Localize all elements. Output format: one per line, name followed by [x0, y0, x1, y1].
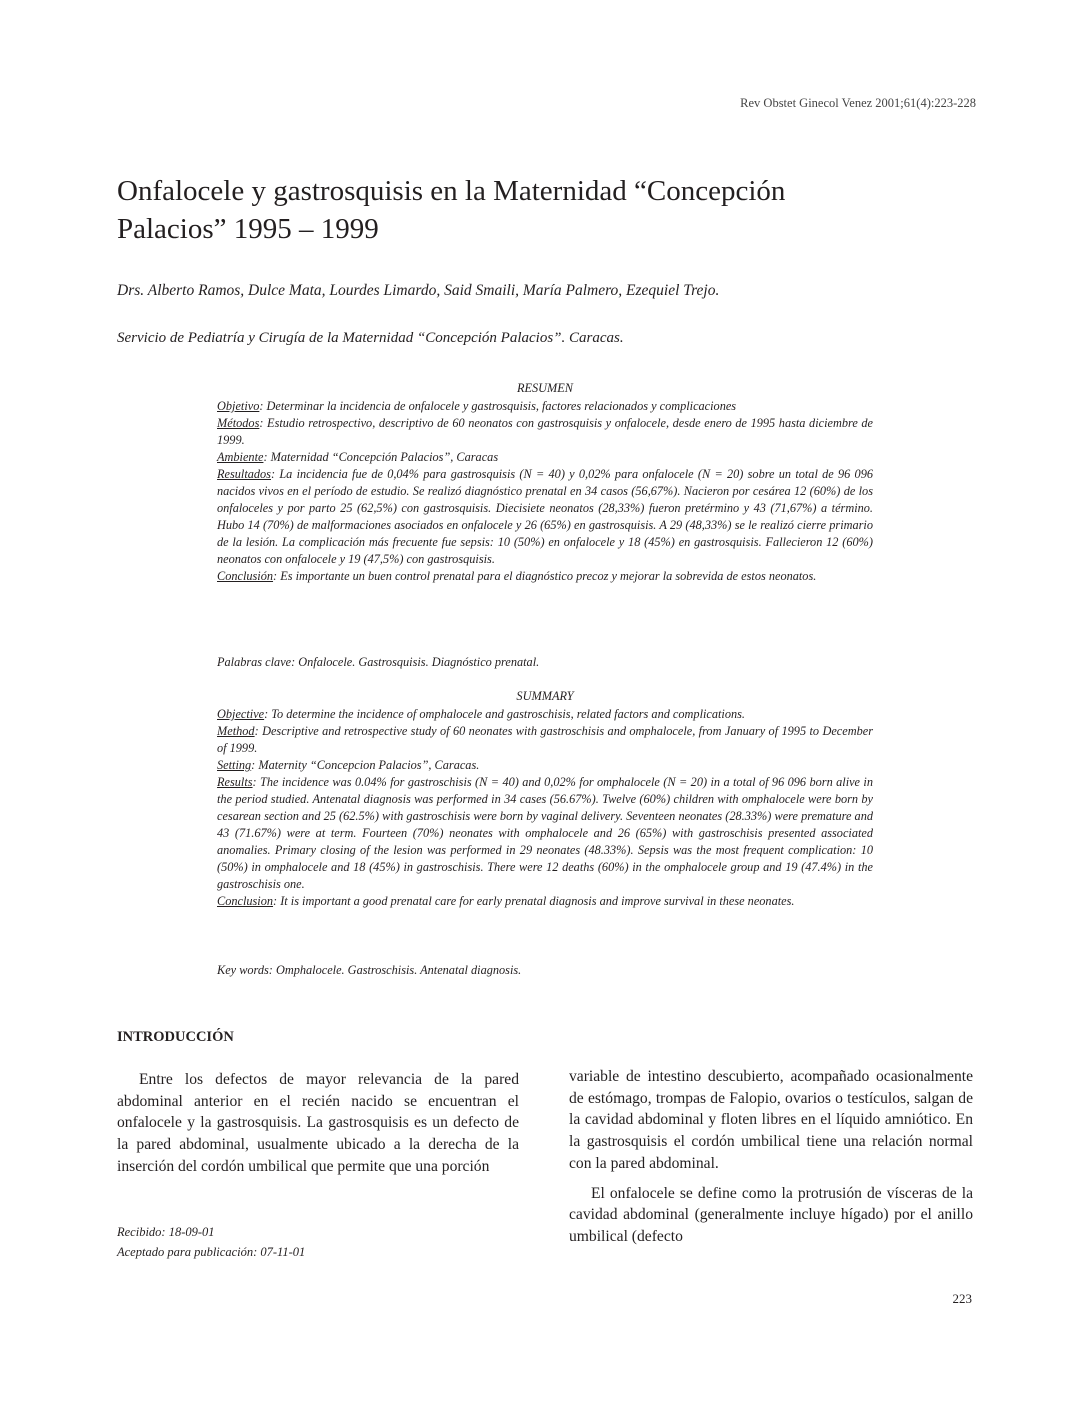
summary-results: [217, 774, 873, 893]
method-text: : Descriptive and retrospective study of 60 neonates with gastroschisis and omphalocele, from January of 1995 to December of 1999.: [217, 724, 873, 755]
body-column-right: [569, 1066, 973, 1248]
section-heading-introduccion: INTRODUCCIÓN: [117, 1029, 234, 1045]
conclusion-label-en: Conclusion: [217, 894, 274, 908]
summary-heading: SUMMARY: [516, 689, 574, 703]
resultados-label: Resultados: [217, 467, 271, 481]
resumen-objetivo: [217, 398, 873, 415]
conclusion-text-en: : It is important a good prenatal care for early prenatal diagnosis and improve survival in these neonates.: [273, 894, 795, 908]
summary-objective: [217, 706, 873, 723]
resumen-resultados: [217, 466, 873, 568]
resultados-text: : La incidencia fue de 0,04% para gastrosquisis (N = 40) y 0,02% para onfalocele (N = 20) sobre un total de 96 096 nacidos vivos en el período de estudio. Se realizó diagnóstico prenatal en 34 casos (56,67%). Nacieron por cesárea 12 (60%) de los onfaloceles y por parto 25 (62,5%) con gastrosquisis. Diecisiete neonatos (28,33%) fueron pretérmino y 43 (71,67%) a término. Hubo 14 (70%) de malformaciones asociados en onfalocele y 26 (65%) en gastrosquisis. A 29 (48,33%) se le realizó cierre primario de la lesión. La complicación más frecuente fue sepsis: 10 (50%) en onfalocele y 18 (45%) en gastrosquisis. Fallecieron 12 (60%) neonatos con onfalocele y 19 (47,5%) con gastrosquisis.: [217, 467, 873, 566]
method-label: Method: [217, 724, 255, 738]
author-list: Drs. Alberto Ramos, Dulce Mata, Lourdes Limardo, Said Smaili, María Palmero, Ezequiel Trejo.: [117, 282, 720, 299]
conclusion-text: : Es importante un buen control prenatal para el diagnóstico precoz y mejorar la sobrevida de estos neonatos.: [273, 569, 817, 583]
summary-block: [217, 688, 873, 910]
resumen-ambiente: [217, 449, 873, 466]
metodos-text: : Estudio retrospectivo, descriptivo de 60 neonatos con gastrosquisis y onfalocele, desde enero de 1995 hasta diciembre de 1999.: [217, 416, 873, 447]
resumen-heading: RESUMEN: [516, 381, 573, 395]
objective-text: : To determine the incidence of omphalocele and gastroschisis, related factors and complications.: [264, 707, 745, 721]
body-column-left: [117, 1069, 519, 1178]
affiliation: Servicio de Pediatría y Cirugía de la Maternidad “Concepción Palacios”. Caracas.: [117, 330, 624, 346]
page-number: 223: [952, 1291, 972, 1306]
paragraph: variable de intestino descubierto, acompañado ocasionalmente de estómago, trompas de Falopio, ovarios o testículos, salgan de la cavidad abdominal y floten libres en el líquido amniótico. En la gastrosquisis el cordón umbilical tiene una relación normal con la pared abdominal.: [569, 1068, 973, 1172]
received-date: Recibido: 18-09-01: [117, 1225, 215, 1239]
journal-citation: Rev Obstet Ginecol Venez 2001;61(4):223-228: [740, 96, 976, 110]
paragraph: Entre los defectos de mayor relevancia de la pared abdominal anterior en el recién nacido se encuentran el onfalocele y la gastrosquisis. La gastrosquisis es un defecto de la pared abdominal, usualmente ubicado a la derecha de la inserción del cordón umbilical que permite que una porción: [117, 1071, 519, 1175]
resumen-block: [217, 380, 873, 585]
resumen-conclusion: [217, 568, 873, 585]
key-words: Key words: Omphalocele. Gastroschisis. Antenatal diagnosis.: [217, 963, 522, 977]
paragraph: El onfalocele se define como la protrusión de vísceras de la cavidad abdominal (generalmente incluye hígado) por el anillo umbilical (defecto: [569, 1184, 973, 1245]
summary-method: [217, 723, 873, 757]
resumen-metodos: [217, 415, 873, 449]
setting-label: Setting: [217, 758, 252, 772]
results-text: : The incidence was 0.04% for gastroschisis (N = 40) and 0,02% for omphalocele (N = 20) in a total of 96 096 born alive in the period studied. Antenatal diagnosis was performed in 34 cases (56.67%). Twelve (60%) children with omphalocele were born by cesarean section and 25 (62.5%) with gastroschisis were born by vaginal delivery. Seventeen neonates (28.33%) were premature and 43 (71.67%) were at term. Fourteen (70%) neonates with omphalocele and 26 (65%) with gastroschisis presented associated anomalies. Primary closing of the lesion was performed in 29 neonates (48.33%). Sepsis was the most frequent complication: 10 (50%) in omphalocele and 18 (45%) in gastroschisis. There were 12 deaths (60%) in the omphalocele group and 19 (47.4%) in the gastroschisis one.: [217, 775, 873, 891]
palabras-clave: Palabras clave: Onfalocele. Gastrosquisis. Diagnóstico prenatal.: [217, 655, 540, 669]
title-line-1: Onfalocele y gastrosquisis en la Maternidad “Concepción: [117, 175, 786, 207]
ambiente-label: Ambiente: [217, 450, 264, 464]
metodos-label: Métodos: [217, 416, 260, 430]
objetivo-text: : Determinar la incidencia de onfalocele y gastrosquisis, factores relacionados y complicaciones: [259, 399, 737, 413]
setting-text: : Maternity “Concepcion Palacios”, Caracas.: [251, 758, 480, 772]
ambiente-text: : Maternidad “Concepción Palacios”, Caracas: [263, 450, 499, 464]
objetivo-label: Objetivo: [217, 399, 260, 413]
results-label: Results: [217, 775, 253, 789]
submission-dates: [117, 1222, 305, 1262]
summary-setting: [217, 757, 873, 774]
conclusion-label: Conclusión: [217, 569, 274, 583]
objective-label: Objective: [217, 707, 265, 721]
article-title: [117, 172, 937, 248]
summary-conclusion: [217, 893, 873, 910]
accepted-date: Aceptado para publicación: 07-11-01: [117, 1245, 306, 1259]
title-line-2: Palacios” 1995 – 1999: [117, 213, 379, 245]
